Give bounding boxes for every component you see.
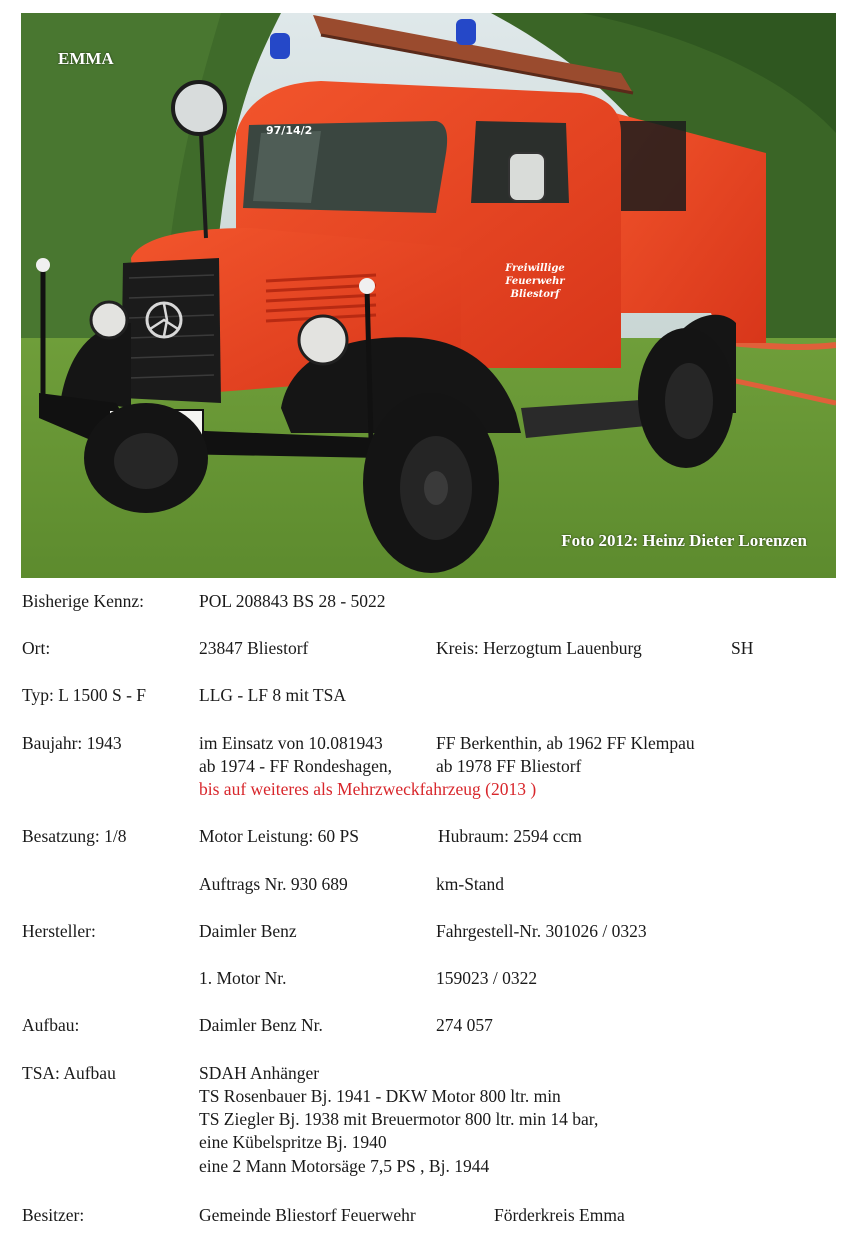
label-typ: Typ: L 1500 S - F [22,685,147,705]
label-besatzung: Besatzung: 1/8 [22,826,127,846]
label-kennz: Bisherige Kennz: [22,591,144,611]
vehicle-photo [21,13,836,578]
label-besitzer: Besitzer: [22,1205,85,1225]
value-einsatz-1a: im Einsatz von 10.081943 [199,733,383,753]
photo-credit: Foto 2012: Heinz Dieter Lorenzen [561,531,807,550]
fire-truck-illustration [21,13,836,578]
label-aufbau: Aufbau: [22,1015,80,1035]
value-aufbau-nr: 274 057 [436,1015,493,1035]
value-note: bis auf weiteres als Mehrzweckfahrzeug (2013 ) [199,779,537,799]
cab-number: 97/14/2 [266,124,313,137]
door-lettering-2: Feuerwehr [505,276,565,287]
value-land: SH [731,638,754,658]
label-motor-nr: 1. Motor Nr. [199,968,287,988]
label-ort: Ort: [22,638,51,658]
value-km-stand: km-Stand [436,874,505,894]
value-einsatz-2a: ab 1974 - FF Rondeshagen, [199,756,392,776]
value-aufbau: Daimler Benz Nr. [199,1015,323,1035]
value-hersteller: Daimler Benz [199,921,297,941]
value-besitzer: Gemeinde Bliestorf Feuerwehr [199,1205,416,1225]
vehicle-name-caption: EMMA [58,49,114,68]
value-kreis: Kreis: Herzogtum Lauenburg [436,638,642,658]
value-tsa-line: eine 2 Mann Motorsäge 7,5 PS , Bj. 1944 [199,1156,490,1176]
value-ort: 23847 Bliestorf [199,638,309,658]
label-hersteller: Hersteller: [22,921,96,941]
label-baujahr: Baujahr: 1943 [22,733,122,753]
value-verein: Förderkreis Emma [494,1205,625,1225]
label-tsa: TSA: Aufbau [22,1063,116,1083]
front-left-wheel [84,403,208,513]
front-right-wheel [363,393,499,573]
value-kennz: POL 208843 BS 28 - 5022 [199,591,386,611]
value-einsatz-2b: ab 1978 FF Bliestorf [436,756,582,776]
value-motor-nr: 159023 / 0322 [436,968,538,988]
value-hubraum: Hubraum: 2594 ccm [438,826,582,846]
value-tsa-line: TS Ziegler Bj. 1938 mit Breuermotor 800 ltr. min 14 bar, [199,1109,599,1129]
door-lettering-3: Bliestorf [510,289,560,300]
value-typ: LLG - LF 8 mit TSA [199,685,346,705]
door-lettering-1: Freiwillige [505,263,565,274]
value-motor-leistung: Motor Leistung: 60 PS [199,826,359,846]
value-auftrag: Auftrags Nr. 930 689 [199,874,348,894]
value-fahrgestell: Fahrgestell-Nr. 301026 / 0323 [436,921,647,941]
value-tsa-line: TS Rosenbauer Bj. 1941 - DKW Motor 800 ltr. min [199,1086,561,1106]
value-tsa-line: eine Kübelspritze Bj. 1940 [199,1132,387,1152]
value-tsa-line: SDAH Anhänger [199,1063,320,1083]
value-einsatz-1b: FF Berkenthin, ab 1962 FF Klempau [436,733,695,753]
rear-wheel [638,328,734,468]
